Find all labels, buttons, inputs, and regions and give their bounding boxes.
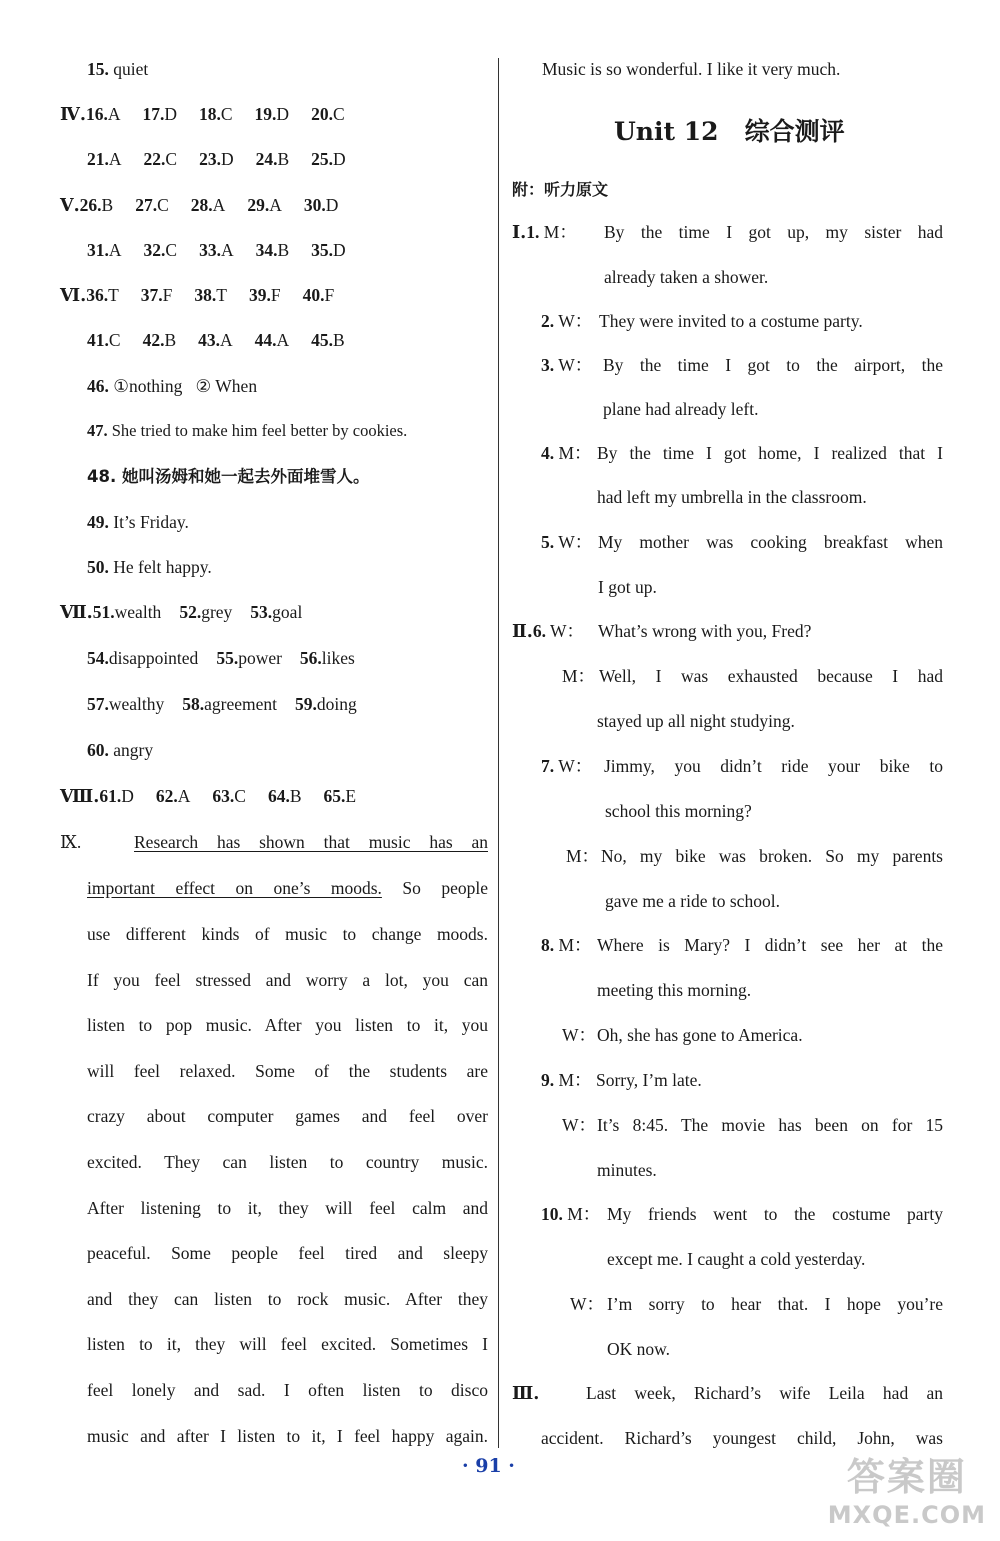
q4-label: 4. M：: [541, 443, 592, 463]
answer-item: 45.B: [311, 330, 345, 350]
essay-line: peaceful. Some people feel tired and sleepy: [87, 1243, 488, 1264]
answer-row-61-65: [60, 784, 356, 809]
answer-item: 23.D: [199, 149, 234, 169]
answer-item: 54.disappointed: [87, 648, 199, 668]
essay-line: crazy about computer games and feel over: [87, 1106, 488, 1127]
answer-item: 57.wealthy: [87, 694, 165, 714]
essay-line: excited. They can listen to country music.: [87, 1152, 488, 1172]
q7-speaker2: M：: [566, 846, 600, 866]
q9-speaker2: W：: [562, 1115, 597, 1135]
answer-item: 35.D: [311, 240, 346, 260]
answer-item: 58.agreement: [182, 694, 278, 714]
essay-line: After listening to it, they will feel calm and: [87, 1197, 488, 1218]
answer-item: 61.D: [99, 786, 134, 806]
answer-item: 20.C: [311, 104, 345, 124]
answer-item: 16.A: [85, 104, 121, 124]
essay-line: listen to pop music. After you listen to it, you: [87, 1015, 488, 1036]
q3-label: 3. W：: [541, 355, 593, 375]
answer-item: 65.E: [323, 786, 357, 806]
q10-line4: OK now.: [607, 1339, 671, 1359]
watermark: [828, 1446, 986, 1529]
q7-line4: gave me a ride to school.: [605, 891, 780, 911]
answer-item: 39.F: [248, 285, 281, 305]
unit-title: Unit 12 综合测评: [614, 117, 845, 146]
answer-46: 46. ①nothing ② When: [87, 376, 258, 396]
answer-item: 36.T: [86, 285, 119, 305]
q10-line1: My friends went to the costume party: [607, 1204, 943, 1224]
answer-48: 48. 她叫汤姆和她一起去外面堆雪人。: [87, 467, 370, 486]
section-III-line2: accident. Richard’s youngest child, John, was: [541, 1428, 943, 1448]
answer-row-41-45: [87, 328, 345, 352]
q6-line2: Well, I was exhausted because I had: [599, 666, 943, 686]
essay-line: If you feel stressed and worry a lot, you can: [87, 969, 488, 990]
answer-item: 33.A: [199, 240, 234, 260]
section-II-q6: Ⅱ.6. W：: [512, 621, 585, 642]
q10-line3: I’m sorry to hear that. I hope you’re: [607, 1294, 943, 1314]
answer-item: 21.A: [87, 149, 122, 169]
essay-line: will feel relaxed. Some of the students are: [87, 1060, 488, 1081]
q1-line2: already taken a shower.: [604, 267, 769, 287]
answer-item: 18.C: [198, 104, 233, 124]
roman-V: Ⅴ.: [60, 196, 80, 216]
q9-line3: minutes.: [597, 1160, 657, 1180]
essay-line: feel lonely and sad. I often listen to disco: [87, 1380, 488, 1400]
q4-line1: By the time I got home, I realized that I: [597, 443, 943, 463]
essay-line: music and after I listen to it, I feel happy again.: [87, 1425, 488, 1446]
answer-item: 24.B: [255, 149, 290, 169]
answer-row-54-56: [87, 646, 355, 670]
q7-line3: No, my bike was broken. So my parents: [601, 846, 943, 866]
answer-item: 31.A: [87, 240, 122, 260]
essay-line-1: Research has shown that music has an: [134, 832, 488, 852]
q10-label: 10. M：: [541, 1204, 601, 1224]
answer-item: 53.goal: [250, 602, 303, 622]
section-III-line1: Last week, Richard’s wife Leila had an: [586, 1383, 943, 1403]
answer-item: 38.T: [194, 285, 227, 305]
q10-speaker2: W：: [570, 1294, 605, 1314]
q8-line1: Where is Mary? I didn’t see her at the: [597, 935, 943, 955]
column-divider: [498, 58, 499, 1448]
q4-line2: had left my umbrella in the classroom.: [597, 487, 867, 507]
q5-line1: My mother was cooking breakfast when: [598, 532, 943, 552]
answer-item: 41.C: [87, 330, 121, 350]
watermark-url: MXQE.COM: [827, 1501, 986, 1529]
essay-closing-line: Music is so wonderful. I like it very much.: [542, 59, 841, 79]
answer-item: 40.F: [302, 285, 335, 305]
answer-row-31-35: [87, 238, 346, 262]
q2-label: 2. W：: [541, 311, 593, 331]
q6-line1: What’s wrong with you, Fred?: [598, 621, 812, 641]
q8-speaker2: W：: [562, 1025, 597, 1045]
roman-III: Ⅲ.: [512, 1384, 540, 1404]
answer-item: 25.D: [311, 149, 346, 169]
q8-line2: meeting this morning.: [597, 980, 752, 1000]
q7-line2: school this morning?: [605, 801, 752, 821]
essay-line-2: important effect on one’s moods. So people: [87, 878, 488, 898]
q7-line1: Jimmy, you didn’t ride your bike to: [604, 756, 943, 776]
answer-50: 50. He felt happy.: [87, 557, 212, 577]
roman-IX: Ⅸ.: [60, 832, 82, 852]
answer-49: 49. It’s Friday.: [87, 512, 189, 532]
answer-item: 44.A: [254, 330, 290, 350]
answer-item: 22.C: [143, 149, 178, 169]
roman-VII: Ⅶ.: [60, 603, 93, 623]
q10-line2: except me. I caught a cold yesterday.: [607, 1249, 866, 1269]
answer-item: 43.A: [198, 330, 233, 350]
q2-line1: They were invited to a costume party.: [599, 311, 863, 331]
section-I-q1: Ⅰ.1. M：: [512, 222, 577, 243]
answer-row-51-53: [60, 600, 302, 625]
q8-line3: Oh, she has gone to America.: [597, 1025, 803, 1045]
answer-row-26-30: [60, 193, 338, 218]
q3-line1: By the time I got to the airport, the: [603, 355, 943, 375]
roman-VI: Ⅵ.: [60, 286, 87, 306]
watermark-logo: 答案圈: [846, 1455, 967, 1499]
essay-line: listen to it, they will feel excited. Sometimes I: [87, 1334, 488, 1355]
q9-line2: It’s 8:45. The movie has been on for 15: [597, 1115, 943, 1135]
answer-item: 56.likes: [299, 648, 355, 668]
answer-item: 34.B: [255, 240, 290, 260]
q9-label: 9. M：: [541, 1070, 592, 1090]
q5-label: 5. W：: [541, 532, 593, 552]
q3-line2: plane had already left.: [603, 399, 759, 419]
answer-row-57-59: [87, 692, 357, 716]
q8-label: 8. M：: [541, 935, 592, 955]
answer-item: 29.A: [247, 195, 282, 215]
q9-line1: Sorry, I’m late.: [596, 1070, 702, 1090]
answer-15: 15. quiet: [87, 59, 149, 79]
answer-item: 30.D: [303, 195, 339, 215]
roman-IV: Ⅳ.: [60, 105, 86, 125]
essay-line: and they can listen to rock music. After they: [87, 1288, 488, 1309]
essay-line: use different kinds of music to change moods.: [87, 924, 488, 944]
q7-label: 7. W：: [541, 756, 593, 776]
answer-row-16-20: [60, 102, 345, 127]
q5-line2: I got up.: [598, 577, 657, 597]
answer-item: 59.doing: [295, 694, 357, 714]
roman-VIII: Ⅷ.: [60, 787, 100, 807]
answer-row-21-25: [87, 147, 346, 171]
answer-item: 52.grey: [179, 602, 233, 622]
q6-line3: stayed up all night studying.: [597, 711, 795, 731]
page-number: · 91 ·: [462, 1455, 515, 1477]
answer-item: 63.C: [212, 786, 246, 806]
answer-47: 47. She tried to make him feel better by cookies.: [87, 421, 408, 440]
answer-item: 32.C: [143, 240, 178, 260]
answer-item: 55.power: [216, 648, 282, 668]
answer-item: 64.B: [267, 786, 302, 806]
answer-item: 17.D: [142, 104, 177, 124]
answer-60: 60. angry: [87, 740, 154, 760]
listening-script-heading: 附：听力原文: [512, 180, 609, 199]
answer-row-36-40: [60, 283, 334, 308]
answer-item: 19.D: [254, 104, 290, 124]
answer-item: 28.A: [190, 195, 226, 215]
answer-item: 27.C: [135, 195, 169, 215]
q1-line1: By the time I got up, my sister had: [604, 222, 943, 242]
q6-speaker2: M：: [562, 666, 596, 686]
answer-item: 26.B: [79, 195, 114, 215]
answer-item: 42.B: [142, 330, 177, 350]
answer-item: 62.A: [155, 786, 191, 806]
answer-item: 37.F: [140, 285, 173, 305]
answer-item: 51.wealth: [92, 602, 162, 622]
